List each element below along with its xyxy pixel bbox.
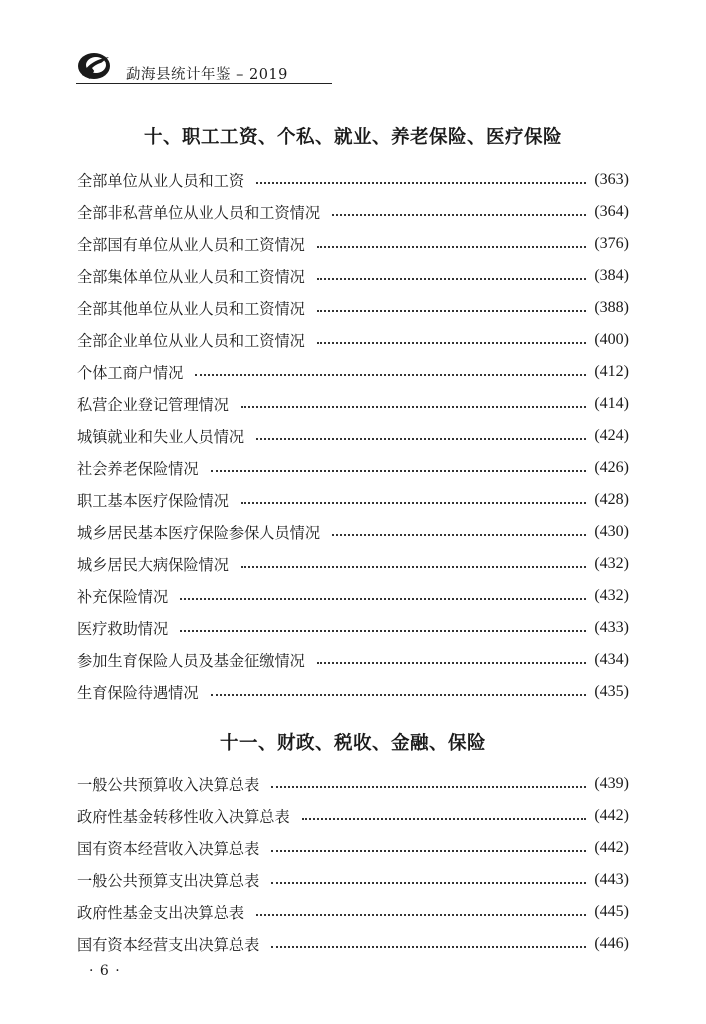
toc-entry-page: (430) — [594, 523, 629, 540]
dot-leader — [332, 214, 586, 216]
dot-leader — [195, 374, 586, 376]
toc-entry[interactable] — [77, 648, 629, 672]
toc-entry-page: (426) — [594, 459, 629, 476]
toc-entry-label: 一般公共预算支出决算总表 — [77, 871, 260, 890]
dot-leader — [271, 786, 586, 788]
toc-entry[interactable] — [77, 456, 629, 480]
toc-entry-page: (442) — [594, 839, 629, 856]
dot-leader — [180, 598, 586, 600]
dot-leader — [317, 246, 587, 248]
toc-entry-page: (442) — [594, 807, 629, 824]
toc-entry-page: (363) — [594, 171, 629, 188]
toc-entry-label: 全部集体单位从业人员和工资情况 — [77, 267, 305, 286]
dot-leader — [180, 630, 586, 632]
toc-entry-page: (364) — [594, 203, 629, 220]
toc-entry-page: (376) — [594, 235, 629, 252]
toc-entry[interactable] — [77, 200, 629, 224]
toc-entry-label: 国有资本经营收入决算总表 — [77, 839, 260, 858]
dot-leader — [271, 850, 586, 852]
dot-leader — [271, 882, 586, 884]
toc-entry-page: (434) — [594, 651, 629, 668]
toc-entry-page: (424) — [594, 427, 629, 444]
toc-entry-label: 个体工商户情况 — [77, 363, 184, 382]
toc-entry-label: 社会养老保险情况 — [77, 459, 199, 478]
section-title: 十一、财政、税收、金融、保险 — [219, 733, 486, 754]
toc-entry-label: 生育保险待遇情况 — [77, 683, 199, 702]
toc-entry-label: 国有资本经营支出决算总表 — [77, 935, 260, 954]
toc-entry[interactable] — [77, 680, 629, 704]
toc-entry-label: 城镇就业和失业人员情况 — [77, 427, 245, 446]
dot-leader — [256, 182, 586, 184]
toc-entry[interactable] — [77, 932, 629, 956]
dot-leader — [211, 470, 587, 472]
toc-entry[interactable] — [77, 900, 629, 924]
toc-entry[interactable] — [77, 296, 629, 320]
dot-leader — [317, 278, 587, 280]
toc-entry[interactable] — [77, 804, 629, 828]
toc-entry-page: (432) — [594, 555, 629, 572]
dot-leader — [241, 406, 586, 408]
toc-entry-label: 全部企业单位从业人员和工资情况 — [77, 331, 305, 350]
toc-entry-page: (384) — [594, 267, 629, 284]
toc-entry[interactable] — [77, 584, 629, 608]
toc-entry-page: (412) — [594, 363, 629, 380]
dot-leader — [211, 694, 587, 696]
toc-entry-label: 职工基本医疗保险情况 — [77, 491, 229, 510]
toc-entry-label: 政府性基金支出决算总表 — [77, 903, 245, 922]
toc-entry[interactable] — [77, 392, 629, 416]
yearbook-logo-icon — [76, 51, 112, 81]
toc-entry-label: 城乡居民大病保险情况 — [77, 555, 229, 574]
toc-entry-label: 全部其他单位从业人员和工资情况 — [77, 299, 305, 318]
toc-entry[interactable] — [77, 616, 629, 640]
toc-entry[interactable] — [77, 868, 629, 892]
toc-entry-page: (445) — [594, 903, 629, 920]
page-header — [76, 48, 332, 88]
toc-entry-page: (400) — [594, 331, 629, 348]
dot-leader — [302, 818, 587, 820]
toc-entry-page: (388) — [594, 299, 629, 316]
toc-entry[interactable] — [77, 520, 629, 544]
dot-leader — [271, 946, 586, 948]
toc-entry-label: 全部非私营单位从业人员和工资情况 — [77, 203, 320, 222]
toc-entry[interactable] — [77, 488, 629, 512]
toc-entry-label: 全部单位从业人员和工资 — [77, 171, 245, 190]
header-rule — [76, 83, 332, 84]
toc-entry-label: 全部国有单位从业人员和工资情况 — [77, 235, 305, 254]
toc-entry-page: (443) — [594, 871, 629, 888]
toc-entry[interactable] — [77, 232, 629, 256]
header-title: 勐海县统计年鉴 – 2019 — [126, 67, 288, 83]
toc-entry[interactable] — [77, 772, 629, 796]
toc-entry-page: (446) — [594, 935, 629, 952]
toc-entry[interactable] — [77, 264, 629, 288]
dot-leader — [317, 342, 587, 344]
toc-entry[interactable] — [77, 168, 629, 192]
dot-leader — [317, 310, 587, 312]
toc-entry-page: (433) — [594, 619, 629, 636]
page-number: · 6 · — [89, 963, 121, 979]
toc-entry[interactable] — [77, 360, 629, 384]
toc-entry-label: 城乡居民基本医疗保险参保人员情况 — [77, 523, 320, 542]
toc-entry-page: (435) — [594, 683, 629, 700]
toc-entry-label: 政府性基金转移性收入决算总表 — [77, 807, 290, 826]
toc-entry-page: (414) — [594, 395, 629, 412]
toc-entry[interactable] — [77, 836, 629, 860]
dot-leader — [317, 662, 587, 664]
toc-entry-label: 一般公共预算收入决算总表 — [77, 775, 260, 794]
toc-entry[interactable] — [77, 424, 629, 448]
toc-entry[interactable] — [77, 552, 629, 576]
toc-entry-label: 补充保险情况 — [77, 587, 169, 606]
toc-entry[interactable] — [77, 328, 629, 352]
dot-leader — [256, 438, 586, 440]
toc-entry-page: (428) — [594, 491, 629, 508]
dot-leader — [256, 914, 586, 916]
dot-leader — [241, 502, 586, 504]
toc-entry-label: 参加生育保险人员及基金征缴情况 — [77, 651, 305, 670]
toc-entry-page: (439) — [594, 775, 629, 792]
toc-entry-label: 私营企业登记管理情况 — [77, 395, 229, 414]
dot-leader — [241, 566, 586, 568]
toc-entry-label: 医疗救助情况 — [77, 619, 169, 638]
section-title: 十、职工工资、个私、就业、养老保险、医疗保险 — [143, 127, 562, 148]
toc-entry-page: (432) — [594, 587, 629, 604]
dot-leader — [332, 534, 586, 536]
